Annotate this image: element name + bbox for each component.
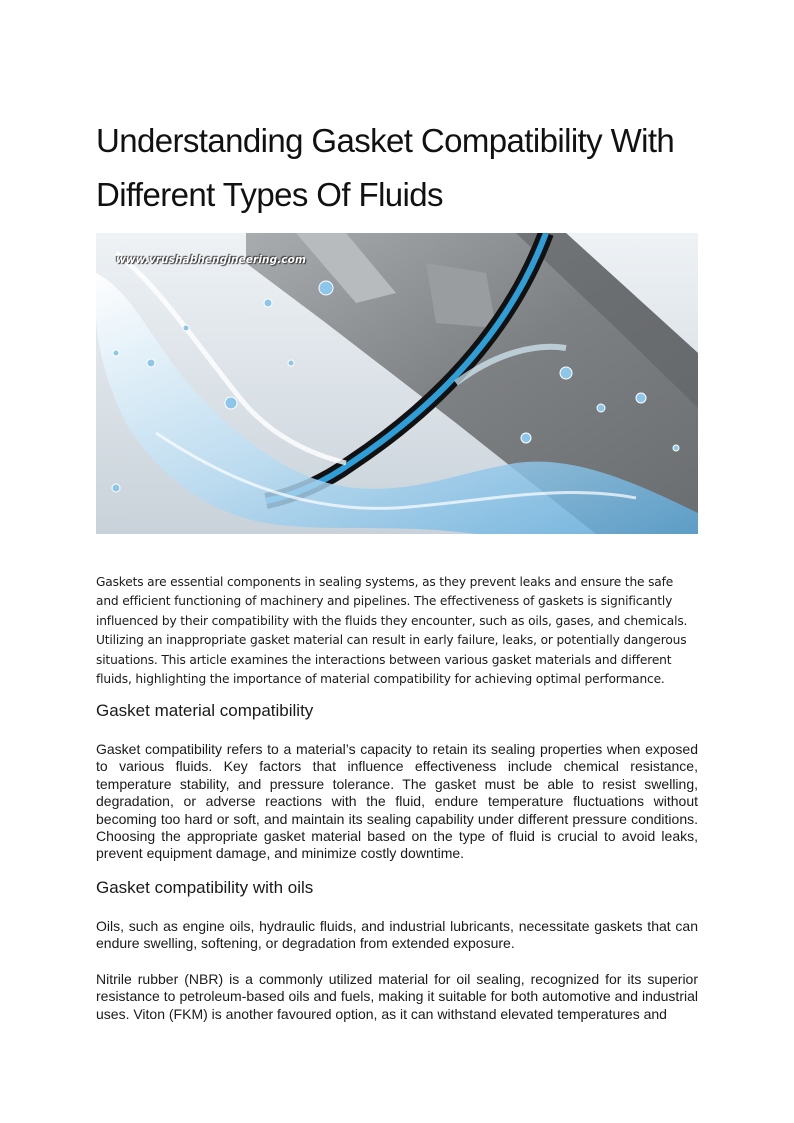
section-paragraph-oils-1: Oils, such as engine oils, hydraulic fluids, and industrial lubricants, necessitate gaskets that can endure swelling, softening, or degradation from extended exposure.	[96, 918, 698, 952]
section-heading-oils: Gasket compatibility with oils	[96, 878, 314, 897]
hero-image	[96, 233, 698, 534]
watermark-text: www.vrushabhengineering.com	[116, 254, 306, 266]
section-paragraph-material-compatibility: Gasket compatibility refers to a material’s capacity to retain its sealing properties when exposed to various fluids. Key factors that influence effectiveness include chemical resistance, temperature stability, and pressure tolerance. The gasket must be able to resist swelling, degradation, or adverse reactions with the fluid, endure temperature fluctuations without becoming too hard or soft, and maintain its sealing capability under different pressure conditions. Choosing the appropriate gasket material based on the type of fluid is crucial to avoid leaks, prevent equipment damage, and minimize costly downtime.	[96, 741, 698, 862]
gasket-fluid-illustration	[96, 233, 698, 534]
page-title: Understanding Gasket Compatibility With Different Types Of Fluids	[96, 122, 675, 213]
section-paragraph-oils-2: Nitrile rubber (NBR) is a commonly utilized material for oil sealing, recognized for its superior resistance to petroleum-based oils and fuels, making it suitable for both automotive and industrial uses. Viton (FKM) is another favoured option, as it can withstand elevated temperatures and	[96, 971, 698, 1022]
section-heading-material-compatibility: Gasket material compatibility	[96, 701, 314, 720]
intro-paragraph: Gaskets are essential components in sealing systems, as they prevent leaks and ensure the safe and efficient functioning of machinery and pipelines. The effectiveness of gaskets is significantly influenced by their compatibility with the fluids they encounter, such as oils, gases, and chemicals. Utilizing an inappropriate gasket material can result in early failure, leaks, or potentially dangerous situations. This article examines the interactions between various gasket materials and different fluids, highlighting the importance of material compatibility for achieving optimal performance.	[96, 575, 688, 687]
